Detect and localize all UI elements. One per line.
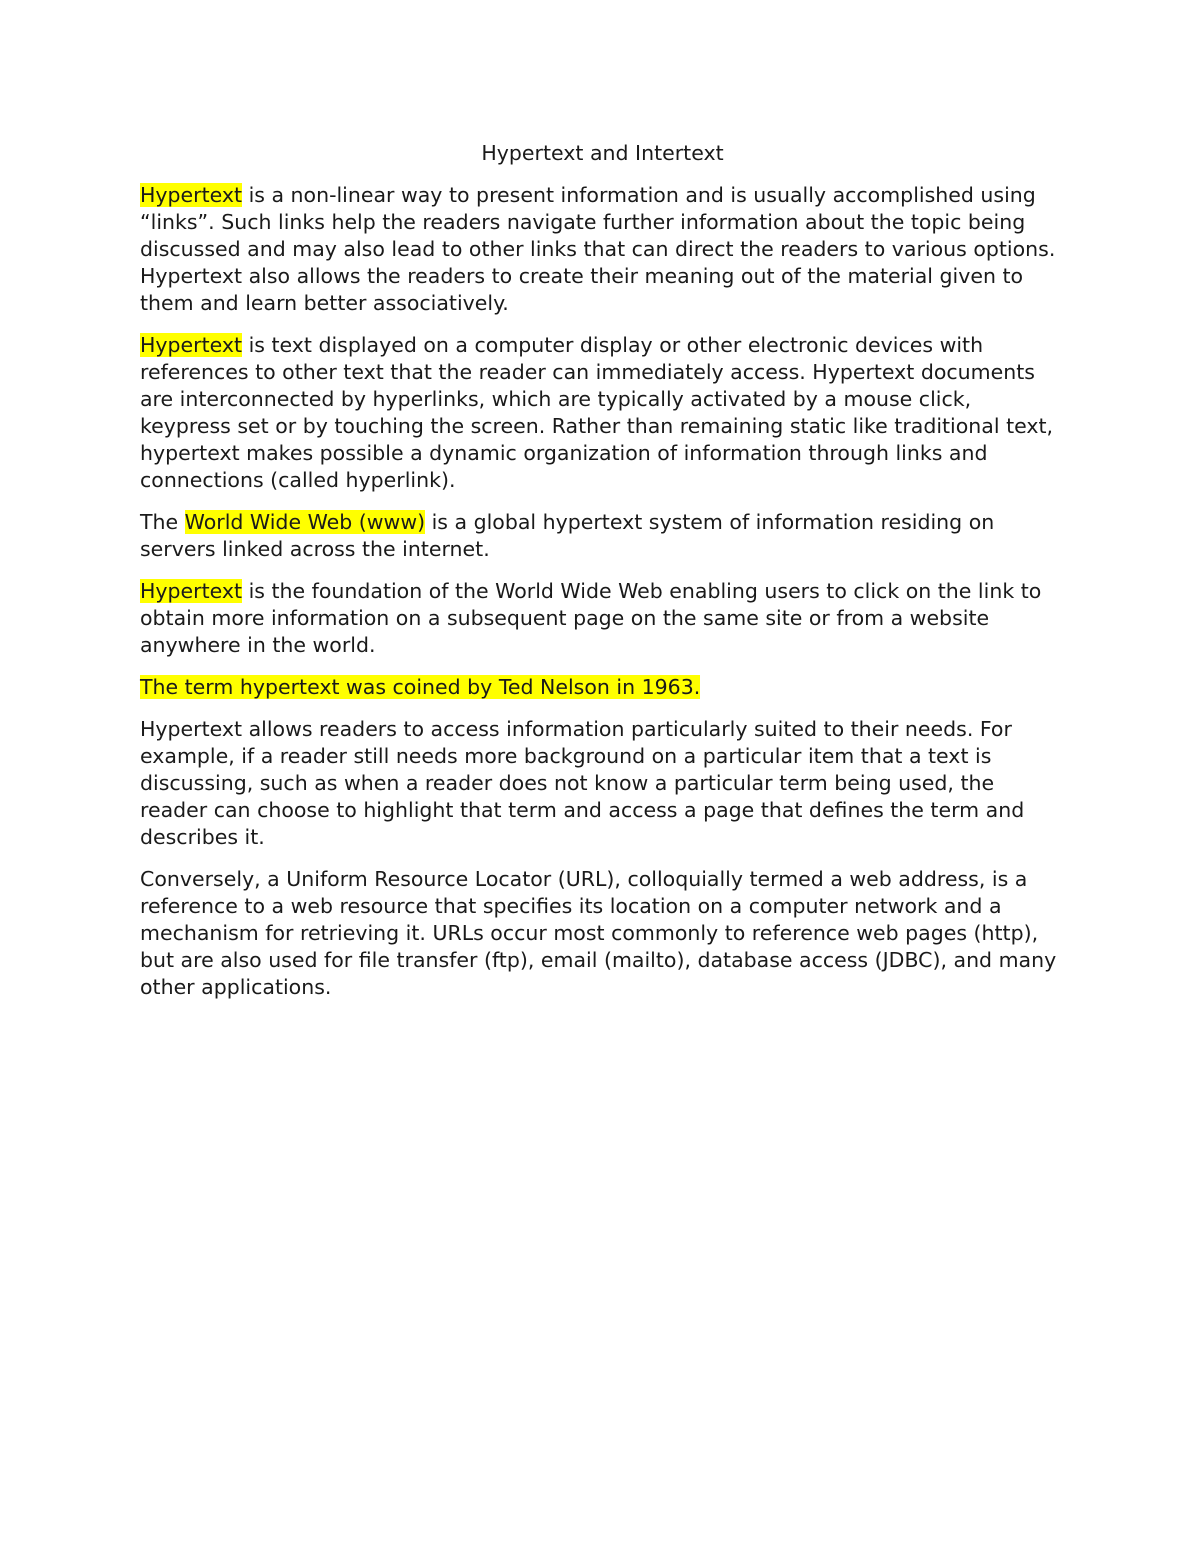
highlighted-term: Hypertext (140, 183, 243, 207)
paragraph-text: is a global hypertext system of information residing on servers linked across the internet. (140, 510, 995, 561)
paragraph-text: is text displayed on a computer display or other electronic devices with references to other text that the reader can immediately access. Hypertext documents are interconnected by hyperlinks, which are typically activated by a mouse click, keypress set or by touching the screen. Rather than remaining static like traditional text, hypertext makes possible a dynamic organization of information through links and connections (called hyperlink). (140, 333, 1054, 492)
highlighted-term: World Wide Web (www) (184, 510, 426, 534)
paragraph-prefix: The (140, 510, 185, 534)
highlighted-term: Hypertext (140, 333, 243, 357)
document-title: Hypertext and Intertext (481, 141, 724, 165)
paragraph-url (140, 866, 1065, 1001)
paragraph-world-wide-web (140, 509, 1065, 563)
paragraph-reader-needs (140, 716, 1065, 851)
paragraph-hypertext-display (140, 332, 1065, 494)
paragraph-text: Hypertext allows readers to access information particularly suited to their needs. For example, if a reader still needs more background on a particular item that a text is discussing, such as when a reader does not know a particular term being used, the reader can choose to highlight that term and access a page that defines the term and describes it. (140, 717, 1025, 849)
highlighted-term: Hypertext (140, 579, 243, 603)
highlighted-sentence: The term hypertext was coined by Ted Nelson in 1963. (140, 675, 701, 699)
paragraph-text: Conversely, a Uniform Resource Locator (URL), colloquially termed a web address, is a reference to a web resource that specifies its location on a computer network and a mechanism for retrieving it. URLs occur most commonly to reference web pages (http), but are also used for file transfer (ftp), email (mailto), database access (JDBC), and many other applications. (140, 867, 1057, 999)
paragraph-hypertext-foundation (140, 578, 1065, 659)
paragraph-text: is the foundation of the World Wide Web enabling users to click on the link to obtain more information on a subsequent page on the same site or from a website anywhere in the world. (140, 579, 1042, 657)
document-page (140, 140, 1065, 1016)
paragraph-text: is a non-linear way to present information and is usually accomplished using “links”. Such links help the readers navigate further information about the topic being discussed and may also lead to other links that can direct the readers to various options. Hypertext also allows the readers to create their meaning out of the material given to them and learn better associatively. (140, 183, 1056, 315)
paragraph-ted-nelson (140, 674, 1065, 701)
paragraph-hypertext-definition (140, 182, 1065, 317)
